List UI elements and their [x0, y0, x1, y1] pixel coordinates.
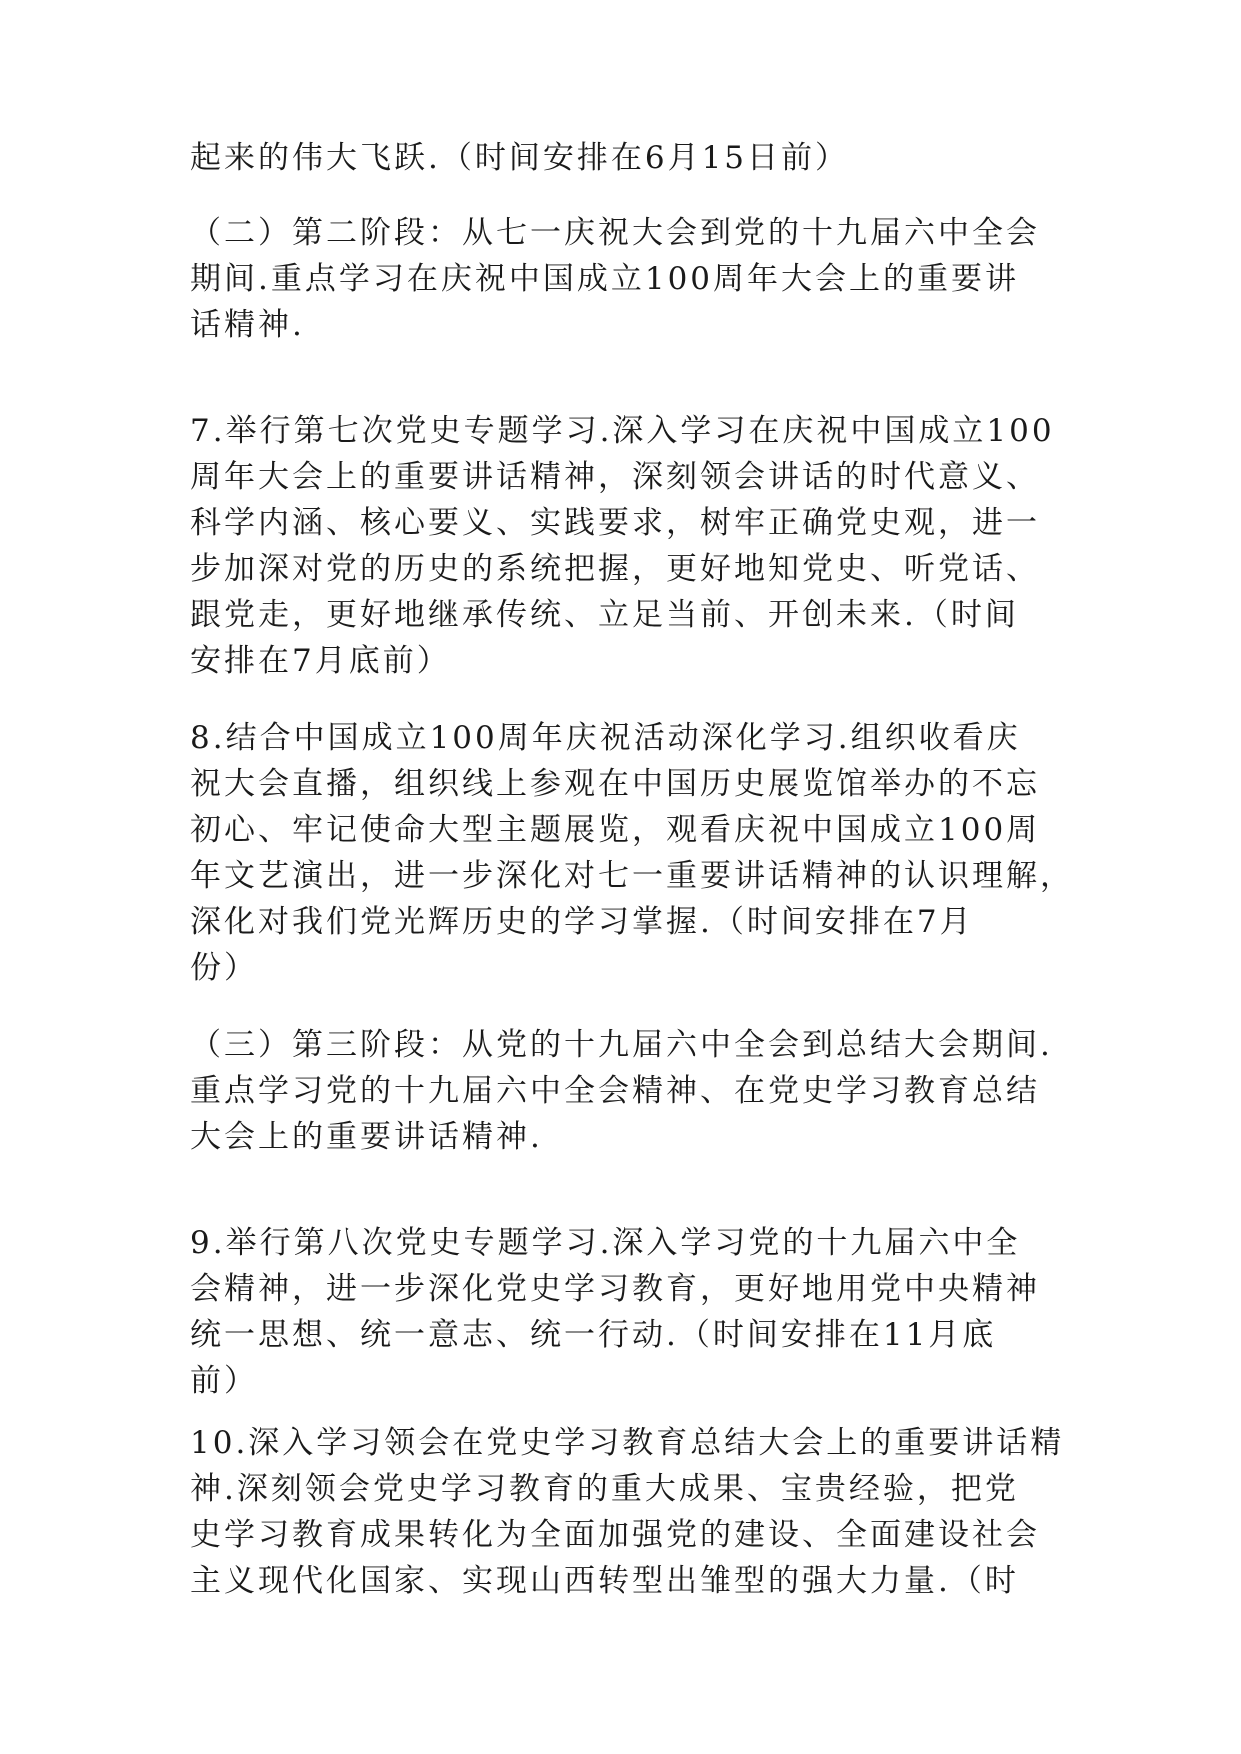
text-line: 重点学习党的十九届六中全会精神、在党史学习教育总结	[190, 1073, 1040, 1109]
text-line: 前）	[190, 1363, 258, 1399]
text-line: 10.深入学习领会在党史学习教育总结大会上的重要讲话精	[190, 1425, 1065, 1461]
text-line: 深化对我们党光辉历史的学习掌握.（时间安排在7月	[190, 904, 974, 940]
text-line: 安排在7月底前）	[190, 643, 451, 679]
text-line: 统一思想、统一意志、统一行动.（时间安排在11月底	[190, 1317, 997, 1353]
text-line: 9.举行第八次党史专题学习.深入学习党的十九届六中全	[190, 1225, 1021, 1261]
text-line: （三）第三阶段：从党的十九届六中全会到总结大会期间.	[190, 1027, 1053, 1063]
text-line: 科学内涵、核心要义、实践要求，树牢正确党史观，进一	[190, 505, 1040, 541]
text-line: 主义现代化国家、实现山西转型出雏型的强大力量.（时	[190, 1563, 1019, 1599]
text-line: 大会上的重要讲话精神.	[190, 1119, 543, 1155]
text-line: 话精神.	[190, 307, 305, 343]
text-line: 步加深对党的历史的系统把握，更好地知党史、听党话、	[190, 551, 1040, 587]
text-line: 7.举行第七次党史专题学习.深入学习在庆祝中国成立100	[190, 413, 1055, 449]
paragraph-stage1-end	[190, 135, 1070, 181]
text-line: 年文艺演出，进一步深化对七一重要讲话精神的认识理解，	[190, 858, 1074, 894]
paragraph-stage2-heading	[190, 210, 1070, 348]
text-line: 神.深刻领会党史学习教育的重大成果、宝贵经验，把党	[190, 1471, 1019, 1507]
text-line: 会精神，进一步深化党史学习教育，更好地用党中央精神	[190, 1271, 1040, 1307]
paragraph-item-8	[190, 715, 1074, 991]
text-line: 份）	[190, 950, 258, 986]
paragraph-item-10	[190, 1420, 1070, 1604]
text-line: 周年大会上的重要讲话精神，深刻领会讲话的时代意义、	[190, 459, 1040, 495]
paragraph-item-7	[190, 408, 1070, 684]
text-line: 8.结合中国成立100周年庆祝活动深化学习.组织收看庆	[190, 720, 1021, 756]
paragraph-item-9	[190, 1220, 1070, 1404]
text-line: 跟党走，更好地继承传统、立足当前、开创未来.（时间	[190, 597, 1019, 633]
text-line: 初心、牢记使命大型主题展览，观看庆祝中国成立100周	[190, 812, 1041, 848]
text-line: 起来的伟大飞跃.（时间安排在6月15日前）	[190, 140, 850, 176]
paragraph-stage3-heading	[190, 1022, 1070, 1160]
text-line: 祝大会直播，组织线上参观在中国历史展览馆举办的不忘	[190, 766, 1040, 802]
text-line: 史学习教育成果转化为全面加强党的建设、全面建设社会	[190, 1517, 1040, 1553]
text-line: （二）第二阶段：从七一庆祝大会到党的十九届六中全会	[190, 215, 1040, 251]
text-line: 期间.重点学习在庆祝中国成立100周年大会上的重要讲	[190, 261, 1020, 297]
